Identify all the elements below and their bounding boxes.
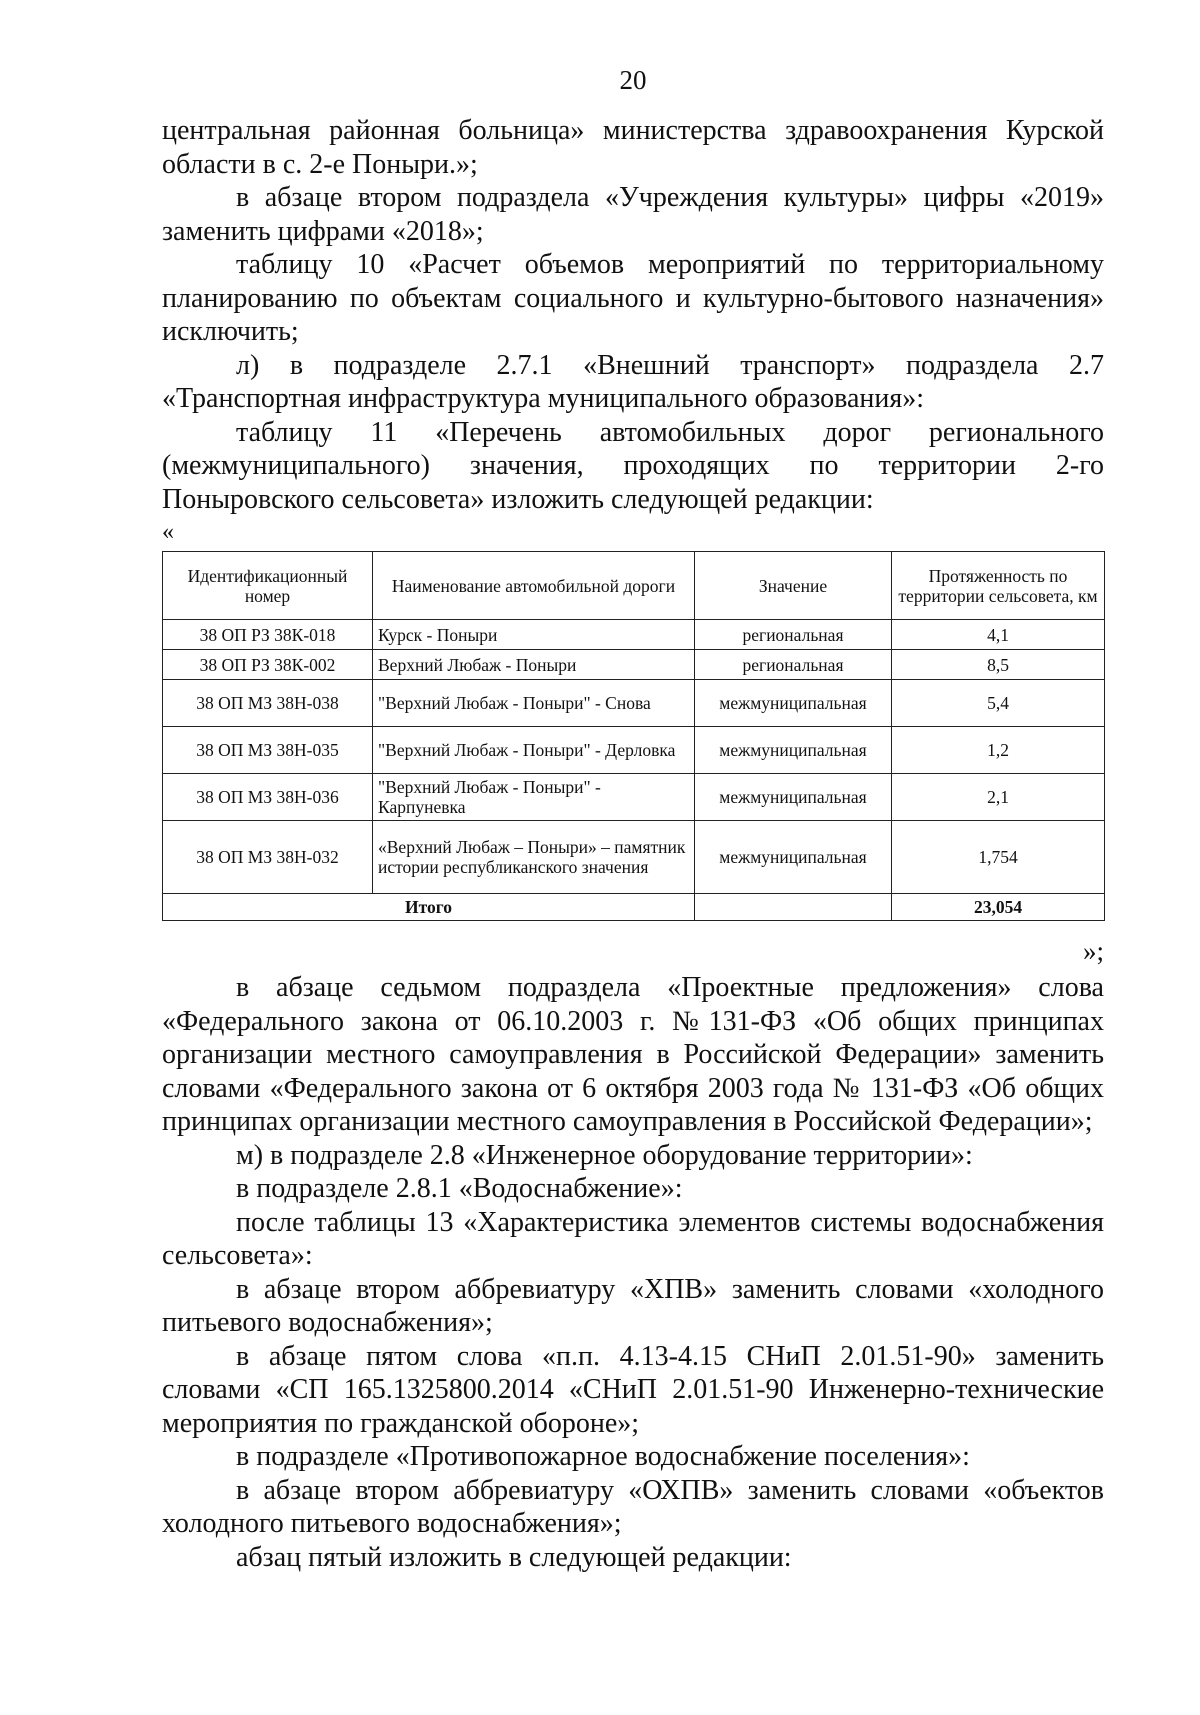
paragraph: в абзаце втором аббревиатуру «ХПВ» заменить словами «холодного питьевого водоснабжения»; <box>162 1273 1104 1338</box>
cell-road-name: "Верхний Любаж - Поныри" - Карпуневка <box>373 774 695 821</box>
table-row <box>163 680 1105 727</box>
total-label: Итого <box>163 894 695 921</box>
column-header-id: Идентификационный номер <box>163 552 373 620</box>
cell-significance: межмуниципальная <box>695 680 892 727</box>
paragraph: в абзаце седьмом подраздела «Проектные предложения» слова «Федерального закона от 06.10.2003 г. №131-ФЗ «Об общих принципах организации местного самоуправления в Российской Федерации» заменить словами «Федерального закона от 6 октября 2003 года № 131-ФЗ «Об общих принципах организации местного самоуправления в Российской Федерации»; <box>162 972 1104 1137</box>
total-value: 23,054 <box>892 894 1105 921</box>
paragraph: абзац пятый изложить в следующей редакции: <box>236 1541 792 1573</box>
paragraph: в подразделе 2.8.1 «Водоснабжение»: <box>236 1173 683 1204</box>
closing-quote-mark: »; <box>1082 936 1104 966</box>
cell-length: 4,1 <box>892 620 1105 650</box>
text-block-bottom <box>162 971 1104 1574</box>
paragraph: л) в подразделе 2.7.1 «Внешний транспорт» подраздела 2.7 «Транспортная инфраструктура муниципального образования»: <box>162 349 1104 414</box>
paragraph: в абзаце втором подраздела «Учреждения культуры» цифры «2019» заменить цифрами «2018»; <box>162 182 1104 247</box>
cell-road-name: "Верхний Любаж - Поныри" - Снова <box>373 680 695 727</box>
paragraph: таблицу 10 «Расчет объемов мероприятий по территориальному планированию по объектам социального и культурно-бытового назначения» исключить; <box>162 249 1104 347</box>
cell-length: 1,754 <box>892 821 1105 894</box>
cell-id: 38 ОП МЗ 38Н-035 <box>163 727 373 774</box>
cell-significance: межмуниципальная <box>695 774 892 821</box>
paragraph: м) в подразделе 2.8 «Инженерное оборудование территории»: <box>236 1139 973 1171</box>
paragraph: центральная районная больница» министерства здравоохранения Курской области в с. 2-е Поныри.»; <box>162 115 1104 180</box>
cell-length: 2,1 <box>892 774 1105 821</box>
cell-significance: региональная <box>695 620 892 650</box>
table-row <box>163 821 1105 894</box>
column-header-road-name: Наименование автомобильной дороги <box>373 552 695 620</box>
paragraph: в абзаце пятом слова «п.п. 4.13-4.15 СНиП 2.01.51-90» заменить словами «СП 165.1325800.2014 «СНиП 2.01.51-90 Инженерно-технические мероприятия по гражданской обороне»; <box>162 1340 1104 1439</box>
table-row <box>163 620 1105 650</box>
table-header-row <box>163 552 1105 620</box>
cell-id: 38 ОП МЗ 38Н-038 <box>163 680 373 727</box>
cell-length: 1,2 <box>892 727 1105 774</box>
document-page <box>162 0 1104 1715</box>
table-row <box>163 774 1105 821</box>
cell-id: 38 ОП МЗ 38Н-032 <box>163 821 373 894</box>
page-number: 20 <box>619 65 647 95</box>
total-empty-cell <box>695 894 892 921</box>
cell-road-name: Курск - Поныри <box>373 620 695 650</box>
cell-id: 38 ОП РЗ 38К-002 <box>163 650 373 680</box>
table-row <box>163 650 1105 680</box>
cell-road-name: «Верхний Любаж – Поныри» – памятник истории республиканского значения <box>373 821 695 894</box>
table-row <box>163 727 1105 774</box>
paragraph: в подразделе «Противопожарное водоснабжение поселения»: <box>236 1441 970 1472</box>
cell-id: 38 ОП РЗ 38К-018 <box>163 620 373 650</box>
cell-length: 5,4 <box>892 680 1105 727</box>
roads-table <box>162 551 1105 921</box>
paragraph: после таблицы 13 «Характеристика элементов системы водоснабжения сельсовета»: <box>162 1206 1104 1271</box>
cell-road-name: "Верхний Любаж - Поныри" - Дерловка <box>373 727 695 774</box>
cell-road-name: Верхний Любаж - Поныри <box>373 650 695 680</box>
opening-quote-mark: « <box>162 519 174 545</box>
column-header-length: Протяженность по территории сельсовета, км <box>892 552 1105 620</box>
column-header-significance: Значение <box>695 552 892 620</box>
cell-significance: межмуниципальная <box>695 727 892 774</box>
cell-significance: региональная <box>695 650 892 680</box>
cell-id: 38 ОП МЗ 38Н-036 <box>163 774 373 821</box>
paragraph: таблицу 11 «Перечень автомобильных дорог регионального (межмуниципального) значения, проходящих по территории 2-го Поныровского сельсовета» изложить следующей редакции: <box>162 416 1104 515</box>
cell-length: 8,5 <box>892 650 1105 680</box>
text-block-top <box>162 114 1104 516</box>
table-total-row <box>163 894 1105 921</box>
paragraph: в абзаце втором аббревиатуру «ОХПВ» заменить словами «объектов холодного питьевого водоснабжения»; <box>162 1474 1104 1539</box>
cell-significance: межмуниципальная <box>695 821 892 894</box>
